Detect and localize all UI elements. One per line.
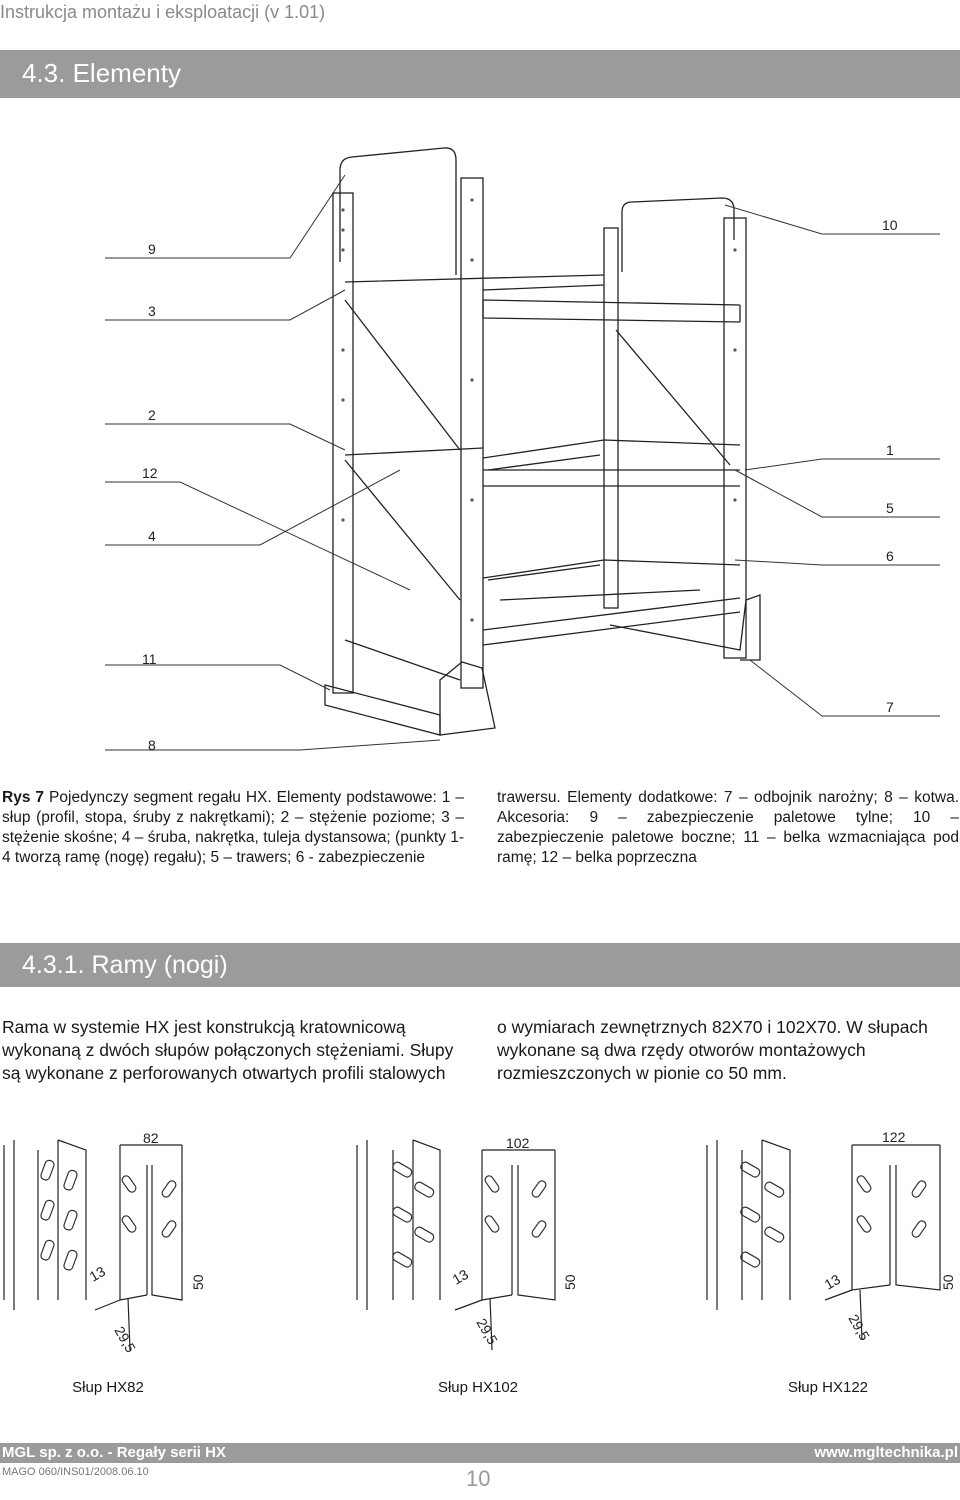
dim-width-hx82: 82 <box>143 1130 159 1146</box>
callout-3: 3 <box>148 303 156 319</box>
callout-8: 8 <box>148 737 156 753</box>
callout-2: 2 <box>148 407 156 423</box>
caption-label: Rys 7 <box>2 789 45 806</box>
dim-angle-hx82: 13 <box>86 1262 108 1285</box>
section-heading: 4.3. Elementy <box>22 58 181 88</box>
callout-6: 6 <box>886 548 894 564</box>
dim-pitch-hx122: 50 <box>940 1274 956 1290</box>
document-code: MAGO 060/INS01/2008.06.10 <box>2 1466 149 1478</box>
dim-pitch-hx82: 50 <box>190 1274 206 1290</box>
footer-company: MGL sp. z o.o. - Regały serii HX <box>2 1444 226 1461</box>
dim-offset-hx82: 29,5 <box>111 1323 139 1356</box>
dim-offset-hx102: 29,5 <box>473 1315 501 1348</box>
callout-labels <box>142 217 898 753</box>
footer-website: www.mgltechnika.pl <box>814 1444 958 1461</box>
profile-drawings <box>4 1140 940 1350</box>
rack-holes <box>341 198 736 621</box>
caption-hx82: Słup HX82 <box>72 1379 144 1396</box>
subsection-heading: 4.3.1. Ramy (nogi) <box>22 951 228 979</box>
callout-1: 1 <box>886 442 894 458</box>
callout-11: 11 <box>142 651 157 667</box>
footer-bar <box>0 1443 960 1463</box>
document-header: Instrukcja montażu i eksploatacji (v 1.01) <box>0 2 326 22</box>
dim-pitch-hx102: 50 <box>562 1274 578 1290</box>
dim-width-hx122: 122 <box>882 1129 906 1145</box>
callout-leaders <box>105 175 940 750</box>
dim-angle-hx102: 13 <box>449 1265 471 1288</box>
callout-10: 10 <box>882 217 898 233</box>
callout-7: 7 <box>886 699 894 715</box>
subsection-heading-bar <box>0 943 960 987</box>
page-number: 10 <box>466 1466 491 1491</box>
dim-angle-hx122: 13 <box>821 1270 843 1293</box>
subsection-right-text: o wymiarach zewnętrznych 82X70 i 102X70. W słupach wykonane są dwa rzędy otworów montażowych rozmieszczonych w pionie co 50 mm. <box>497 1017 928 1083</box>
caption-right-column: trawersu. Elementy dodatkowe: 7 – odbojnik narożny; 8 – kotwa. Akcesoria: 9 – zabezpieczenie paletowe tylne; 10 – zabezpieczenie paletowe boczne; 11 – belka wzmacniająca pod ramę; 12 – belka poprzeczna <box>497 789 959 866</box>
profile-slots <box>40 1159 928 1271</box>
caption-hx122: Słup HX122 <box>787 1379 869 1396</box>
rack-drawing <box>325 148 760 735</box>
profile-dimensions <box>87 1129 957 1355</box>
caption-left-column <box>2 788 464 868</box>
callout-5: 5 <box>886 500 894 516</box>
subsection-left-text: Rama w systemie HX jest konstrukcją kratownicową wykonaną z dwóch słupów połączonych stężeniami. Słupy są wykonane z perforowanych otwartych profili stalowych <box>2 1017 454 1083</box>
callout-4: 4 <box>148 528 156 544</box>
caption-left-text: Pojedynczy segment regału HX. Elementy podstawowe: 1 – słup (profil, stopa, śruby z nakrętkami); 2 – stężenie poziome; 3 – stężenie skośne; 4 – śruba, nakrętka, tuleja dystansowa; (punkty 1-4 tworzą ramę (nogę) regału); 5 – trawers; 6 - zabezpieczenie <box>2 789 464 866</box>
callout-9: 9 <box>148 241 156 257</box>
callout-12: 12 <box>142 465 158 481</box>
caption-hx102: Słup HX102 <box>437 1379 519 1396</box>
dim-width-hx102: 102 <box>506 1135 530 1151</box>
dim-offset-hx122: 29,5 <box>845 1311 873 1344</box>
